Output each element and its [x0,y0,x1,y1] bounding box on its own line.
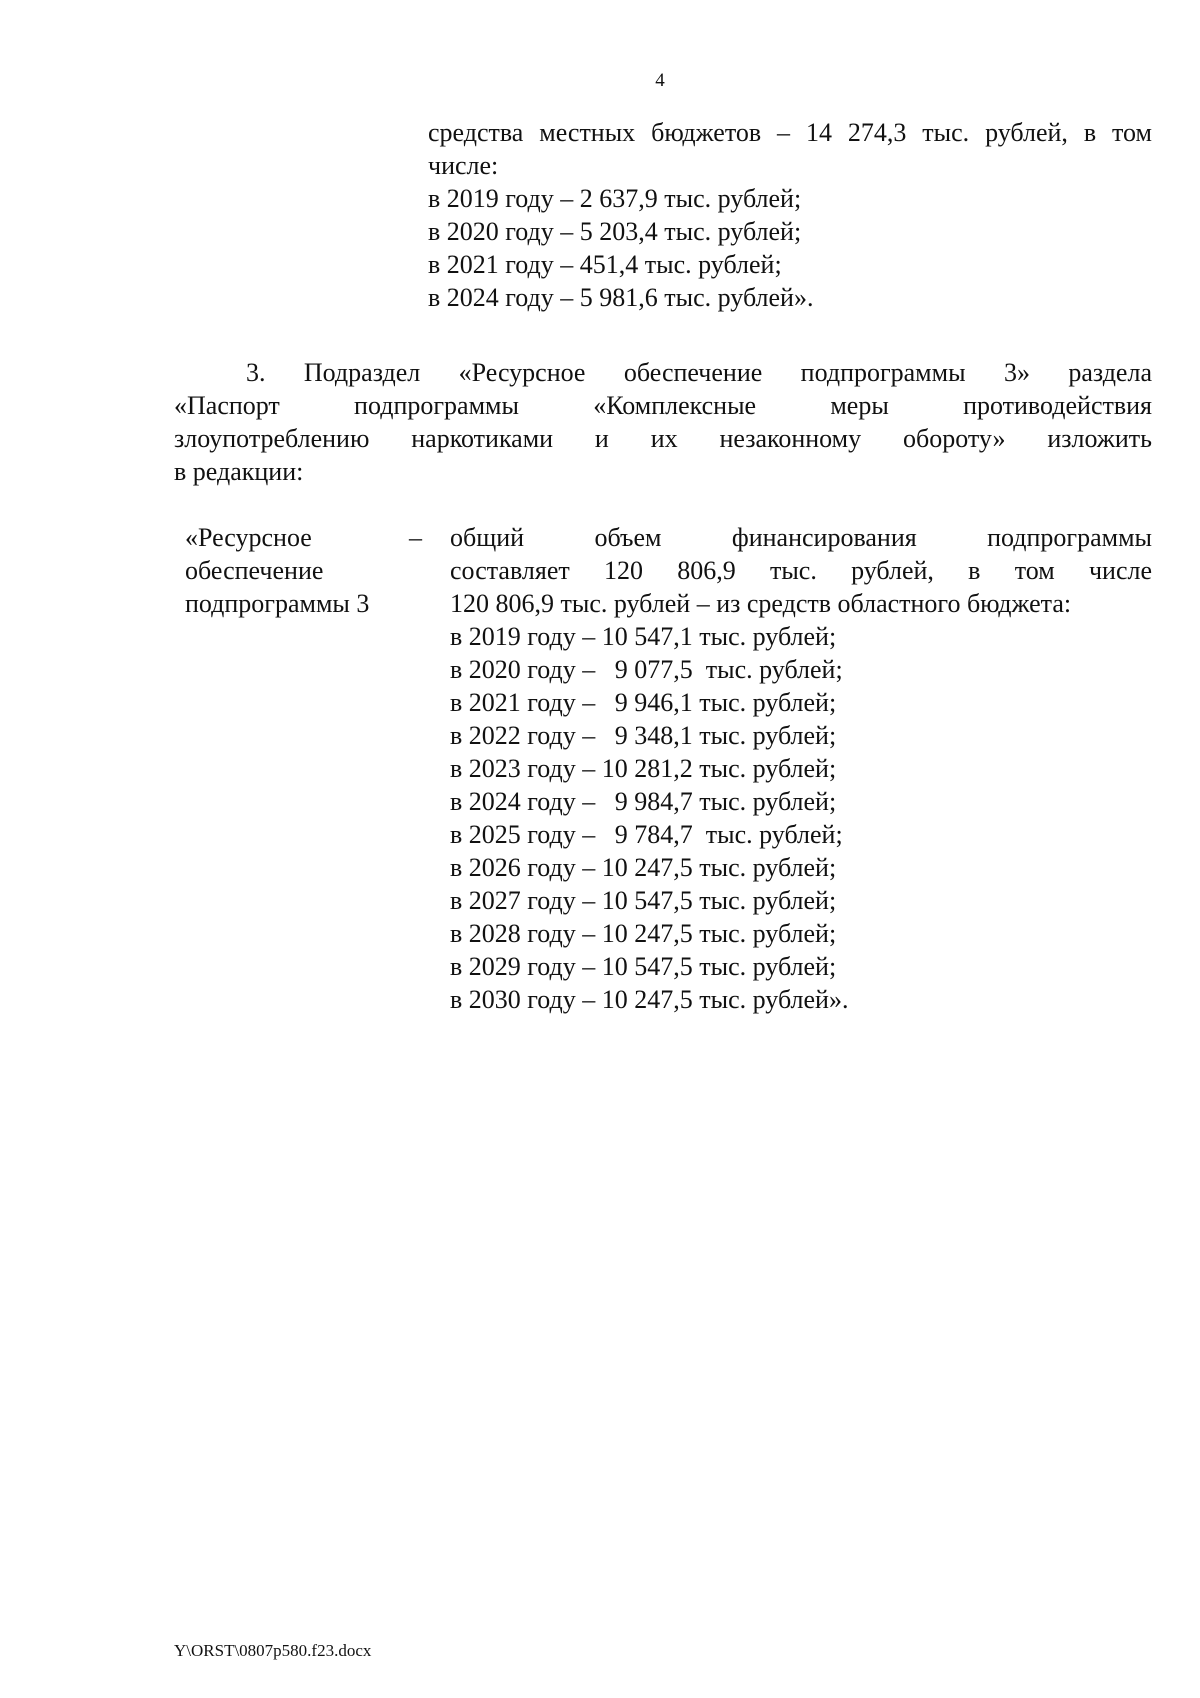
funding-intro-line: 120 806,9 тыс. рублей – из средств областного бюджета: [450,589,1072,618]
paragraph-3 [174,356,1152,488]
paragraph-3-line: злоупотреблению наркотиками и их незаконному обороту» изложить [174,424,1152,453]
funding-year-line: в 2021 году – 9 946,1 тыс. рублей; [450,688,837,717]
local-budget-block [428,116,1152,314]
passport-label-line: подпрограммы 3 [185,589,370,618]
paragraph-3-line: в редакции: [174,457,304,486]
local-budget-year-line: в 2024 году – 5 981,6 тыс. рублей». [428,283,814,312]
page-number: 4 [655,70,665,91]
local-budget-total-line: средства местных бюджетов – 14 274,3 тыс. рублей, в том [428,118,1152,147]
passport-content [450,521,1152,1016]
local-budget-year-line: в 2019 году – 2 637,9 тыс. рублей; [428,184,802,213]
funding-year-line: в 2022 году – 9 348,1 тыс. рублей; [450,721,837,750]
funding-year-line: в 2030 году – 10 247,5 тыс. рублей». [450,985,849,1014]
funding-intro-line: общий объем финансирования подпрограммы [450,523,1152,552]
local-budget-including-line: числе: [428,151,499,180]
funding-year-line: в 2019 году – 10 547,1 тыс. рублей; [450,622,837,651]
file-path-footer: Y\ORST\0807p580.f23.docx [174,1641,372,1660]
funding-year-line: в 2020 году – 9 077,5 тыс. рублей; [450,655,843,684]
funding-year-line: в 2029 году – 10 547,5 тыс. рублей; [450,952,837,981]
funding-year-line: в 2024 году – 9 984,7 тыс. рублей; [450,787,837,816]
funding-year-line: в 2026 году – 10 247,5 тыс. рублей; [450,853,837,882]
passport-label-line: обеспечение [185,556,324,585]
funding-year-line: в 2027 году – 10 547,5 тыс. рублей; [450,886,837,915]
funding-year-line: в 2023 году – 10 281,2 тыс. рублей; [450,754,837,783]
funding-year-line: в 2025 году – 9 784,7 тыс. рублей; [450,820,843,849]
passport-label [185,521,385,620]
local-budget-year-line: в 2021 году – 451,4 тыс. рублей; [428,250,782,279]
passport-label-line: «Ресурсное [185,523,312,552]
local-budget-year-line: в 2020 году – 5 203,4 тыс. рублей; [428,217,802,246]
passport-dash: – [409,523,422,552]
paragraph-3-line: «Паспорт подпрограммы «Комплексные меры противодействия [174,391,1152,420]
funding-year-line: в 2028 году – 10 247,5 тыс. рублей; [450,919,837,948]
paragraph-3-line: 3. Подраздел «Ресурсное обеспечение подпрограммы 3» раздела [246,358,1152,387]
funding-intro-line: составляет 120 806,9 тыс. рублей, в том числе [450,556,1152,585]
